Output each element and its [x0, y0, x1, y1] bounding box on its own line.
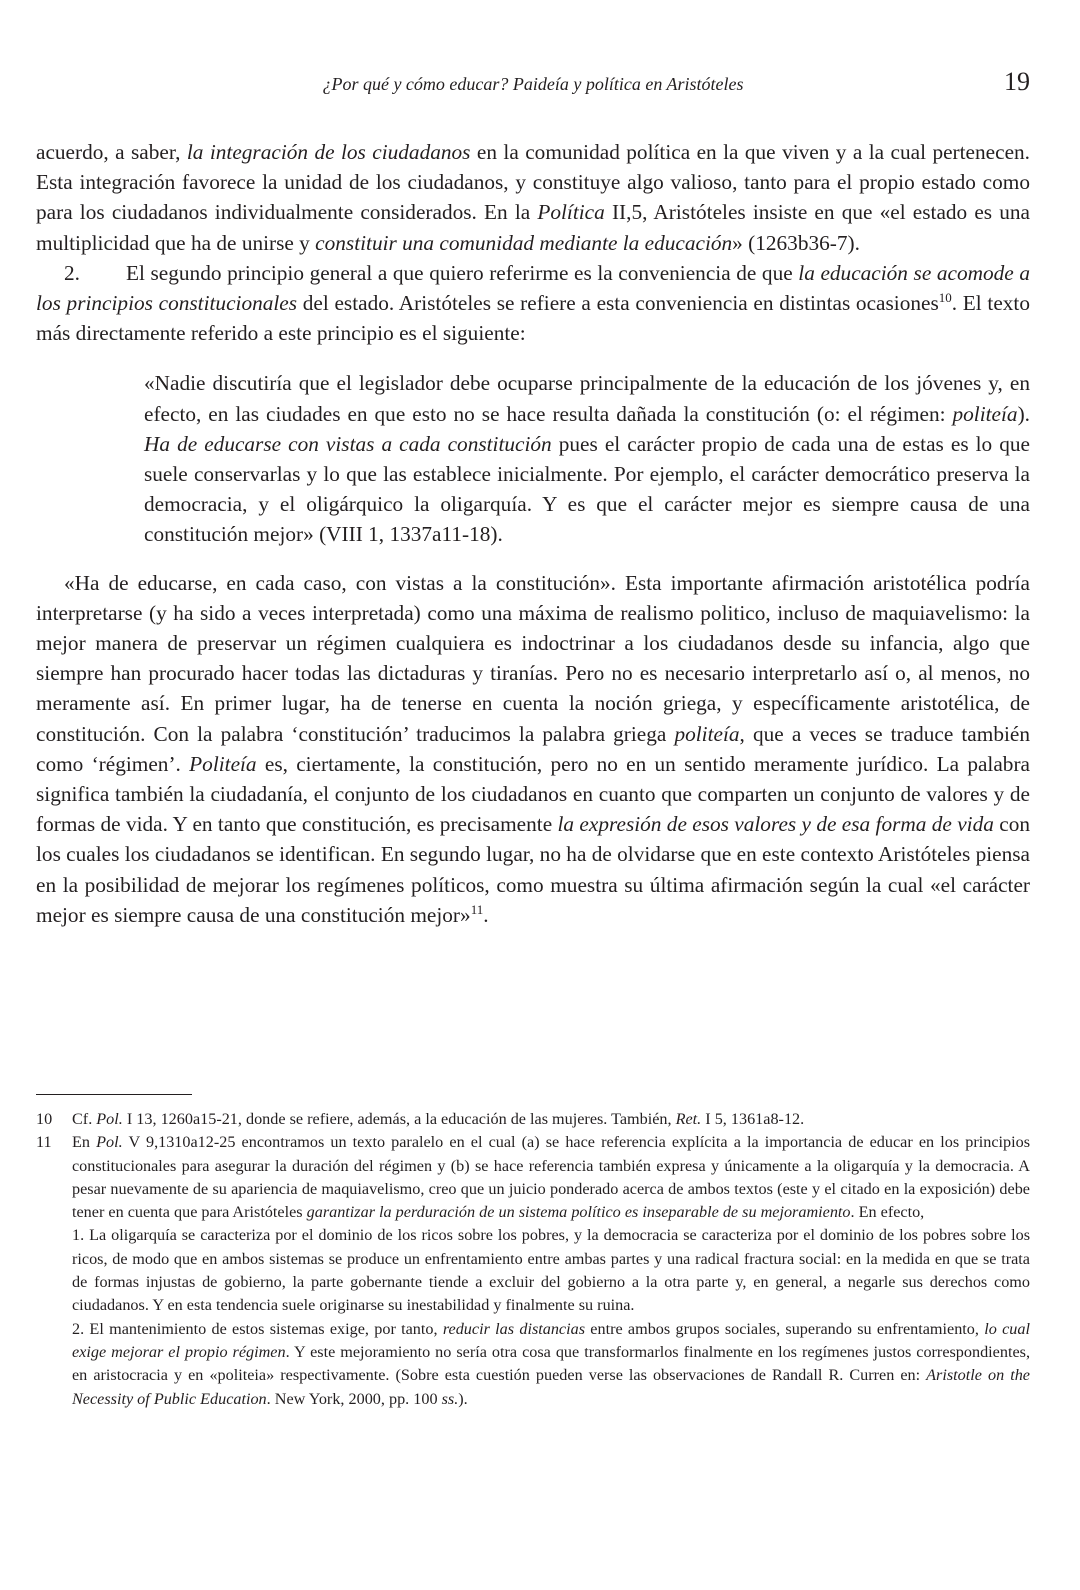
footnote-ref-11[interactable]: 11: [470, 901, 484, 917]
paragraph-2: 2. El segundo principio general a que quiero referirme es la conveniencia de que la educación se acomode a los principios constitucionales del estado. Aristóteles se refiere a esta conveniencia en distintas ocasiones$^{10}$. El texto más directamente referido a este principio es el siguiente:: [36, 258, 1030, 349]
page-header: [36, 67, 1030, 102]
running-title: ¿Por qué y cómo educar? Paideía y política en Aristóteles: [322, 74, 744, 94]
paragraph-1: acuerdo, a saber, la integración de los ciudadanos en la comunidad política en la que viven y a la cual pertenecen. Esta integración favorece la unidad de los ciudadanos, y constituye algo valioso, tanto para el propio estado como para los ciudadanos individualmente considerados. En la Política II,5, Aristóteles insiste en que «el estado es una multiplicidad que ha de unirse y constituir una comunidad mediante la educación» (1263b36-7).: [36, 140, 1030, 255]
footnote-divider: [36, 1094, 192, 1095]
footnote-number: 11: [36, 1133, 52, 1152]
body-text: [36, 137, 1030, 930]
footnote-11-point-2: 2. El mantenimiento de estos sistemas exige, por tanto, reducir las distancias entre ambos grupos sociales, superando su enfrentamiento, lo cual exige mejorar el propio régimen. Y este mejoramiento no sería otra cosa que transformarlos finalmente en los regímenes justos correspondientes, en aristocracia y en «politeia» respectivamente. (Sobre esta cuestión pueden verse las observaciones de Randall R. Curren en: Aristotle on the Necessity of Public Education. New York, 2000, pp. 100 ss.).: [72, 1319, 1030, 1408]
footnote-11-point-1: 1. La oligarquía se caracteriza por el dominio de los ricos sobre los pobres, y la democracia se caracteriza por el dominio de los pobres sobre los ricos, de modo que en ambos sistemas se produce un enfrentamiento entre ambas partes y una radical fractura social: en la medida en que se trata de formas injustas de gobierno, la parte gobernante tiende a excluir del gobierno a la otra parte y, en general, a negarle sus derechos como ciudadanos. Y en esta tendencia suele originarse su inestabilidad y finalmente su ruina.: [72, 1226, 1030, 1315]
page-number: 19: [1004, 67, 1030, 96]
footnote-11: 11 En Pol. V 9,1310a12-25 encontramos un texto paralelo en el cual (a) se hace referencia explícita a la importancia de educar en los principios constitucionales para asegurar la duración del régimen y (b) se hace referencia también expresa y únicamente a la oligarquía y la democracia. A pesar nuevamente de su apariencia de maquiavelismo, creo que un juicio ponderado acerca de ambos textos (este y el citado en la exposición) debe tener en cuenta que para Aristóteles garantizar la perduración de un sistema político es inseparable de su mejoramiento. En efecto, 1. La oligarquía se caracteriza por el dominio de los ricos sobre los pobres, y la democracia se caracteriza por el dominio de los pobres sobre los ricos, de modo que en ambos sistemas se produce un enfrentamiento entre ambas partes y una radical fractura social: en la medida en que se trata de formas injustas de gobierno, la parte gobernante tiende a excluir del gobierno a la otra parte y, en general, a negarle sus derechos como ciudadanos. Y en esta tendencia suele originarse su inestabilidad y finalmente su ruina. 2. El mantenimiento de estos sistemas exige, por tanto, reducir las distancias entre ambos grupos sociales, superando su enfrentamiento, lo cual exige mejorar el propio régimen. Y este mejoramiento no sería otra cosa que transformarlos finalmente en los regímenes justos correspondientes, en aristocracia y en «politeia» respectivamente. (Sobre esta cuestión pueden verse las observaciones de Randall R. Curren en: Aristotle on the Necessity of Public Education. New York, 2000, pp. 100 ss.).: [36, 1131, 1030, 1411]
paragraph-3: «Ha de educarse, en cada caso, con vistas a la constitución». Esta importante afirmación aristotélica podría interpretarse (y ha sido a veces interpretada) como una máxima de realismo politico, incluso de maquiavelismo: la mejor manera de preservar un régimen cualquiera es indoctrinar a los ciudadanos desde su infancia, algo que siempre han procurado hacer todas las dictaduras y tiranías. Pero no es necesario interpretarlo así o, al menos, no meramente así. En primer lugar, ha de tenerse en cuenta la noción griega, y específicamente aristotélica, de constitución. Con la palabra ‘constitución’ traducimos la palabra griega politeía, que a veces se traduce también como ‘régimen’. Politeía es, ciertamente, la constitución, pero no en un sentido meramente jurídico. La palabra significa también la ciudadanía, el conjunto de los ciudadanos en cuanto que comparten un conjunto de valores y de formas de vida. Y en tanto que constitución, es precisamente la expresión de esos valores y de esa forma de vida con los cuales los ciudadanos se identifican. En segundo lugar, no ha de olvidarse que en este contexto Aristóteles piensa en la posibilidad de mejorar los regímenes políticos, como muestra su última afirmación según la cual «el carácter mejor es siempre causa de una constitución mejor»$^{11}$.: [36, 570, 1031, 927]
footnote-ref-10[interactable]: 10: [938, 289, 952, 305]
footnote-10: 10 Cf. Pol. I 13, 1260a15-21, donde se refiere, además, a la educación de las mujeres. También, Ret. I 5, 1361a8-12.: [36, 1108, 1030, 1131]
block-quote: «Nadie discutiría que el legislador debe ocuparse principalmente de la educación de los jóvenes y, en efecto, en las ciudades en que esto no se hace resulta dañada la constitución (o: el régimen: politeía). Ha de educarse con vistas a cada constitución pues el carácter propio de cada una de estas es lo que suele conservarlas y lo que las establece inicialmente. Por ejemplo, el carácter democrático preserva la democracia, y el oligárquico la oligarquía. Y es que el carácter mejor es siempre causa de una constitución mejor» (VIII 1, 1337a11-18).: [144, 371, 1030, 547]
list-number: 2.: [64, 260, 80, 285]
footnote-number: 10: [36, 1110, 53, 1128]
footnotes: [36, 1108, 1030, 1411]
